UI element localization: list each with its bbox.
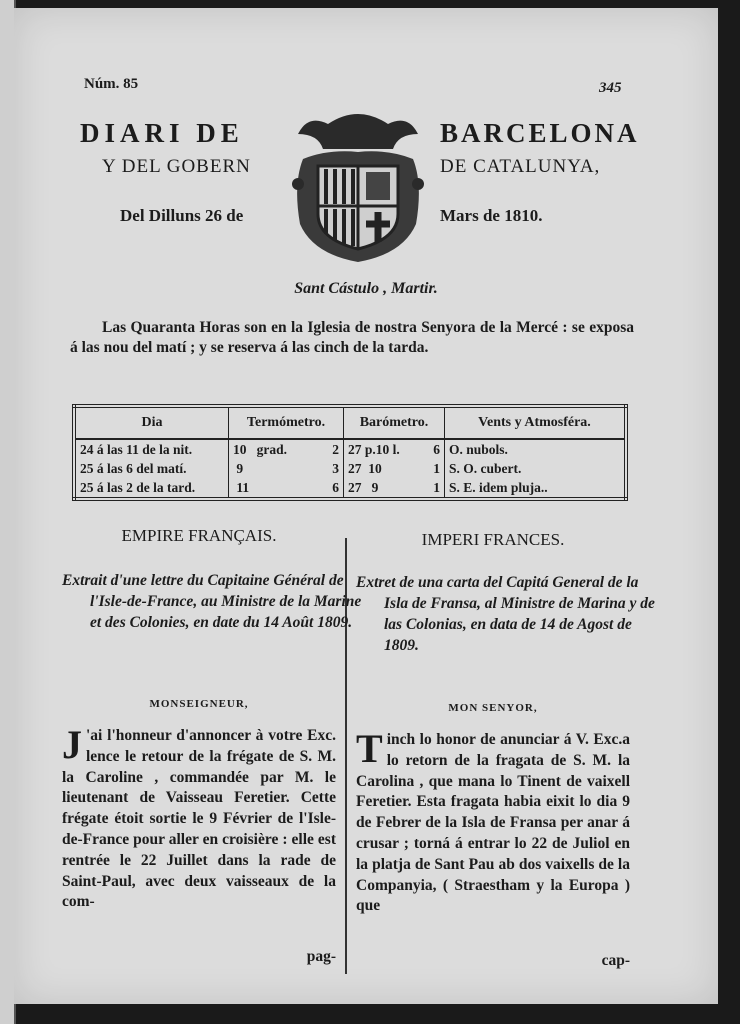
saint-of-day: Sant Cástulo , Martir. xyxy=(294,280,438,297)
table-row xyxy=(74,459,626,478)
cell-baro: 27 9 1 xyxy=(344,478,445,499)
right-column-salutation: MON SENYOR, xyxy=(448,702,538,714)
coat-of-arms-icon xyxy=(288,104,428,264)
issue-number: Núm. 85 xyxy=(84,76,139,92)
date-left: Del Dilluns 26 de xyxy=(120,206,244,225)
left-body-text: 'ai l'honneur d'annoncer à votre Exc. lence le retour de la frégate de S. M. la Caroline , commandée par M. le lieutenant de Vaisseau Feretier. Cette frégate étoit sortie le 9 Février de l'Isle-de-France pour aller en croisière : elle est rentrée le 22 Juillet dans la rade de Saint-Paul, avec deux vaisseaux de la com- xyxy=(62,727,336,911)
page-number: 345 xyxy=(599,80,622,96)
right-column-body xyxy=(356,726,630,917)
right-dropcap: T xyxy=(356,726,383,771)
right-column-heading: IMPERI FRANCES. xyxy=(421,530,565,549)
left-column-body xyxy=(62,722,336,913)
col-header-barometer: Barómetro. xyxy=(344,406,445,439)
cell-dia: 25 á las 2 de la tard. xyxy=(80,479,196,495)
right-column-extract: Extret de una carta del Capitá General de la Isla de Fransa, al Ministre de Marina y de las Colonias, en data de 14 de Agost de 1809. xyxy=(356,574,655,654)
left-catchword: pag- xyxy=(306,948,336,965)
masthead-title-right: BARCELONA xyxy=(440,118,640,148)
cell-dia: 24 á las 11 de la nit. xyxy=(80,441,193,457)
newspaper-page xyxy=(14,8,718,1004)
left-column-extract: Extrait d'une lettre du Capitaine Général de l'Isle-de-France, au Ministre de la Marine et des Colonies, en date du 14 Août 1809. xyxy=(62,572,362,631)
cell-vents: O. nubols. xyxy=(445,439,627,459)
cell-temp: 10 grad. 2 xyxy=(229,439,344,459)
masthead-subtitle-right: DE CATALUNYA, xyxy=(440,156,601,177)
left-dropcap: J xyxy=(62,722,82,767)
cell-baro: 27 p.10 l. 6 xyxy=(344,439,445,459)
right-body-text: inch lo honor de anunciar á V. Exc.a lo retorn de la fragata de S. M. la Carolina , que mana lo Tinent de vaixell Feretier. Esta fragata habia eixit lo dia 9 de Febrer de la Isla de Fransa per anar á crusar ; torná á entrar lo 22 de Juliol en la platja de Sant Pau ab dos vaixells de la Companyia, ( Straestham y la Europa ) que xyxy=(356,731,630,915)
cell-baro: 27 10 1 xyxy=(344,459,445,478)
cell-temp: 11 6 xyxy=(229,478,344,499)
cell-temp: 9 3 xyxy=(229,459,344,478)
cell-dia: 25 á las 6 del matí. xyxy=(80,460,187,476)
intro-paragraph: Las Quaranta Horas son en la Iglesia de nostra Senyora de la Mercé : se exposa á las nou del matí ; y se reserva á las cinch de la tarda. xyxy=(70,319,634,356)
cell-vents: S. E. idem pluja.. xyxy=(445,478,627,499)
col-header-winds: Vents y Atmosféra. xyxy=(445,406,627,439)
cell-vents: S. O. cubert. xyxy=(445,459,627,478)
table-row xyxy=(74,439,626,459)
right-catchword: cap- xyxy=(601,952,630,969)
date-right: Mars de 1810. xyxy=(440,206,543,225)
col-header-dia: Dia xyxy=(74,406,229,439)
masthead-subtitle-left: Y DEL GOBERN xyxy=(102,156,251,177)
left-column-heading: EMPIRE FRANÇAIS. xyxy=(121,526,277,545)
weather-table xyxy=(72,404,628,501)
left-column-salutation: MONSEIGNEUR, xyxy=(149,698,249,710)
col-header-thermometer: Termómetro. xyxy=(229,406,344,439)
weather-header-row xyxy=(74,406,626,439)
masthead-title-left: DIARI DE xyxy=(80,118,244,148)
table-row xyxy=(74,478,626,499)
